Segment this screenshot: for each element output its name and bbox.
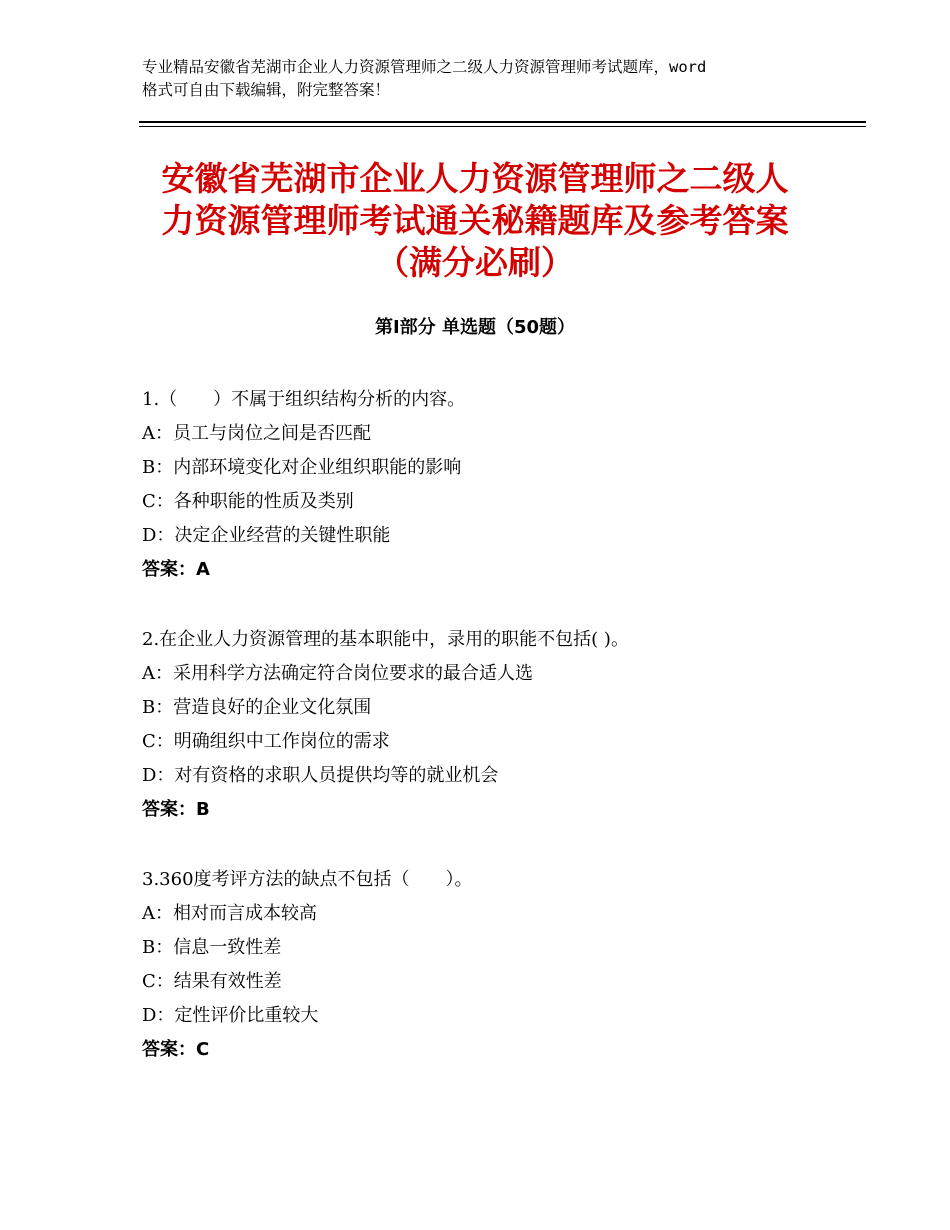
option-a: A：相对而言成本较高 [142,903,317,924]
question-stem: 2.在企业人力资源管理的基本职能中，录用的职能不包括( )。 [142,629,629,650]
document-title-line-1: 安徽省芜湖市企业人力资源管理师之二级人 [161,159,789,198]
option-d: D：定性评价比重较大 [142,1005,319,1026]
question-item [142,383,842,587]
question-item [142,863,842,1067]
option-b: B：信息一致性差 [142,937,282,958]
header-rule-thin [139,126,866,127]
question-stem: 3.360度考评方法的缺点不包括（ ）。 [142,869,473,890]
header-rule-thick [139,121,866,123]
answer-label: 答案：C [142,1039,210,1060]
answer-label: 答案：A [142,559,210,580]
option-d: D：决定企业经营的关键性职能 [142,525,391,546]
document-title-line-3: （满分必刷） [376,243,574,282]
document-title-line-2: 力资源管理师考试通关秘籍题库及参考答案 [161,201,789,240]
option-c: C：各种职能的性质及类别 [142,491,354,512]
option-a: A：采用科学方法确定符合岗位要求的最合适人选 [142,663,533,684]
header-note [142,56,832,102]
option-a: A：员工与岗位之间是否匹配 [142,423,371,444]
answer-label: 答案：B [142,799,210,820]
question-item [142,623,842,827]
option-d: D：对有资格的求职人员提供均等的就业机会 [142,765,499,786]
question-stem: 1.（ ）不属于组织结构分析的内容。 [142,389,466,410]
document-title [130,158,820,284]
question-list [142,383,842,1103]
section-title: 第Ⅰ部分 单选题（50题） [374,317,575,338]
option-c: C：明确组织中工作岗位的需求 [142,731,390,752]
option-b: B：内部环境变化对企业组织职能的影响 [142,457,462,478]
option-c: C：结果有效性差 [142,971,282,992]
option-b: B：营造良好的企业文化氛围 [142,697,372,718]
header-note-line-2: 格式可自由下载编辑，附完整答案！ [142,81,391,99]
header-note-line-1: 专业精品安徽省芜湖市企业人力资源管理师之二级人力资源管理师考试题库，word [142,58,707,76]
